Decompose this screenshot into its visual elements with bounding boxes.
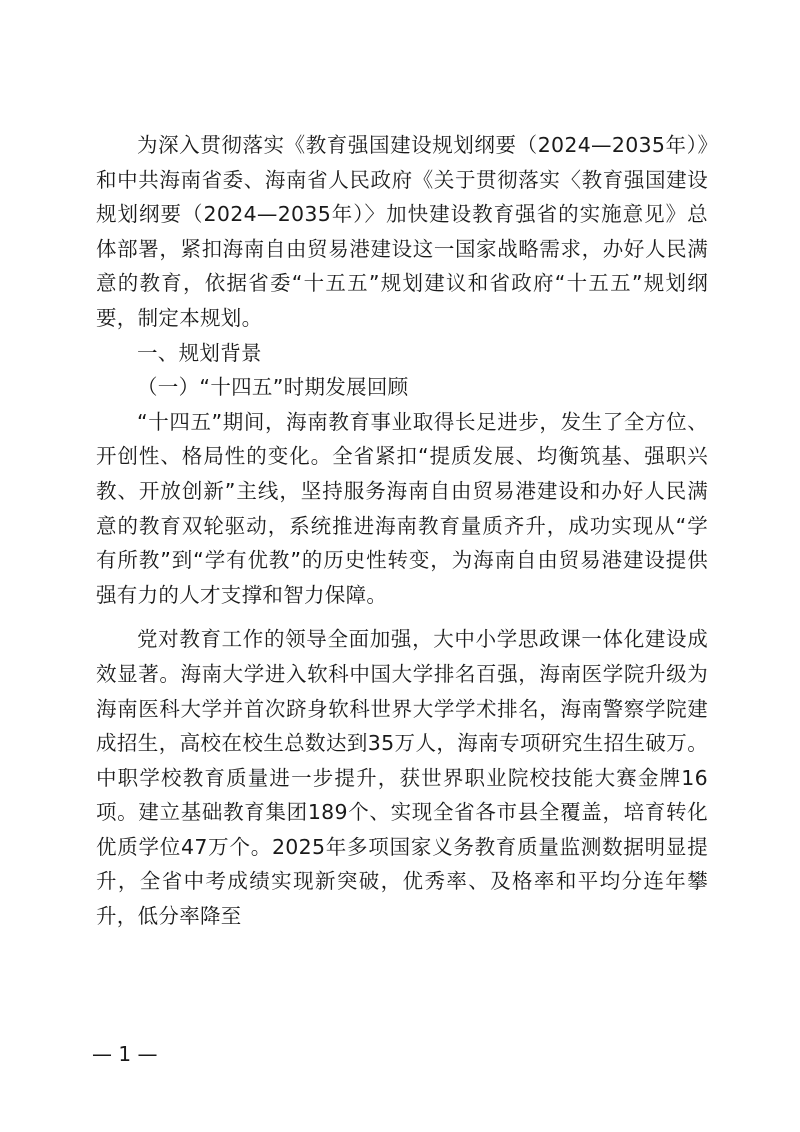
achievements-paragraph: 党对教育工作的领导全面加强，大中小学思政课一体化建设成效显著。海南大学进入软科中国大学排名百强，海南医学院升级为海南医科大学并首次跻身软科世界大学学术排名，海南警察学院建成招生，高校在校生总数达到35万人，海南专项研究生招生破万。中职学校教育质量进一步提升，获世界职业院校技能大赛金牌16项。建立基础教育集团189个、实现全省各市县全覆盖，培育转化优质学位47万个。2025年多项国家义务教育质量监测数据明显提升，全省中考成绩实现新突破，优秀率、及格率和平均分连年攀升，低分率降至: [96, 627, 708, 929]
subsection-heading: （一）“十四五”时期发展回顾: [137, 375, 409, 400]
section-heading: 一、规划背景: [137, 340, 262, 365]
document-body: [96, 128, 708, 934]
intro-paragraph: 为深入贯彻落实《教育强国建设规划纲要（2024—2035年）》和中共海南省委、海南省人民政府《关于贯彻落实〈教育强国建设规划纲要（2024—2035年）〉加快建设教育强省的实施意见》总体部署，紧扣海南自由贸易港建设这一国家战略需求，办好人民满意的教育，依据省委“十五五”规划建议和省政府“十五五”规划纲要，制定本规划。: [96, 133, 708, 330]
review-paragraph: “十四五”期间，海南教育事业取得长足进步，发生了全方位、开创性、格局性的变化。全省紧扣“提质发展、均衡筑基、强职兴教、开放创新”主线，坚持服务海南自由贸易港建设和办好人民满意的教育双轮驱动，系统推进海南教育量质齐升，成功实现从“学有所教”到“学有优教”的历史性转变，为海南自由贸易港建设提供强有力的人才支撑和智力保障。: [96, 409, 708, 607]
page-number: — 1 —: [92, 1042, 158, 1066]
